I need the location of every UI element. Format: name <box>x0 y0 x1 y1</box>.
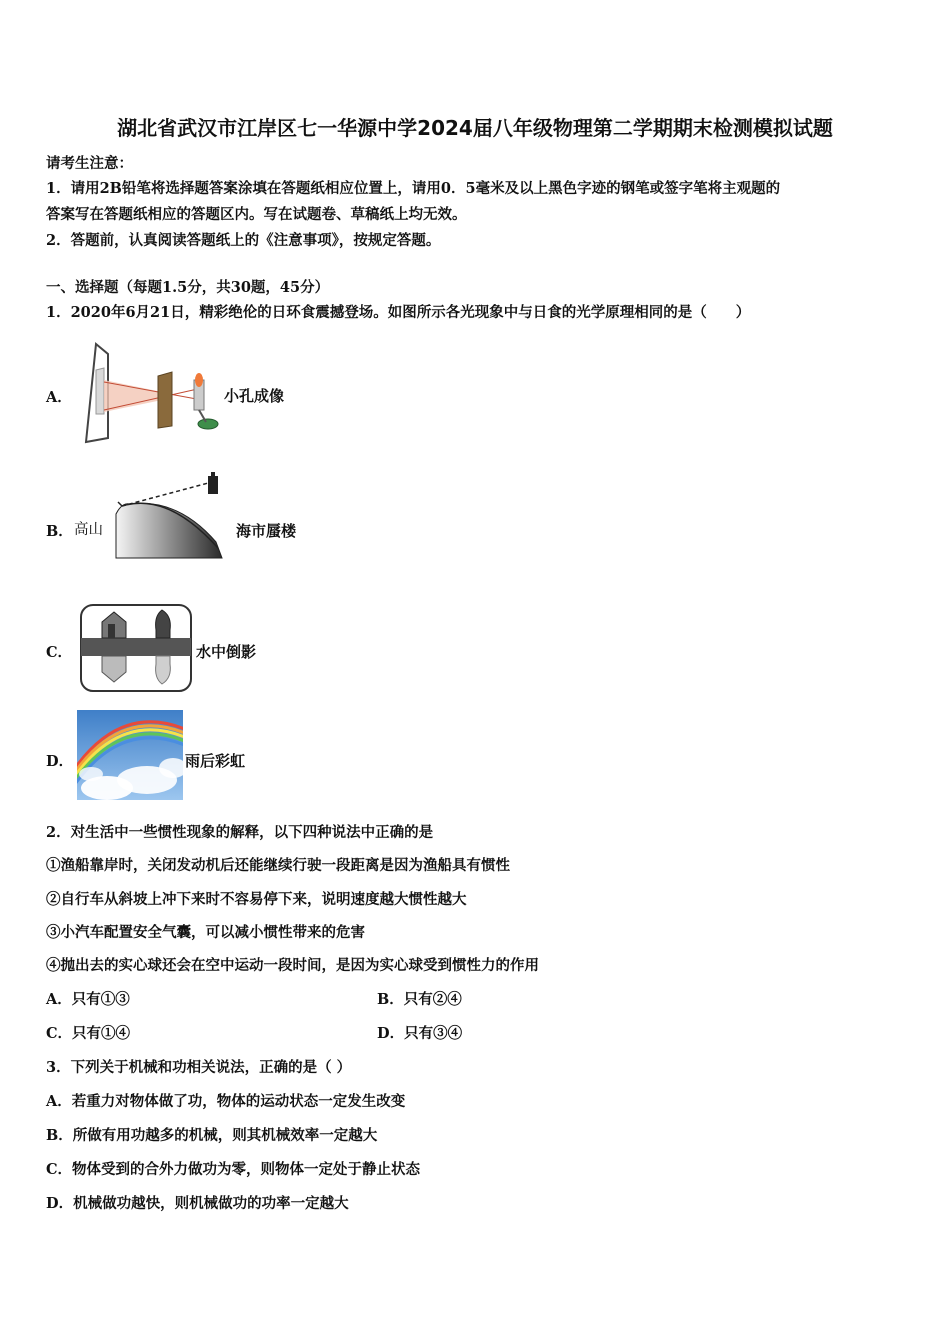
q1-option-d-letter[interactable]: D． <box>46 753 74 770</box>
q2-option-c[interactable]: C．只有①④ <box>46 1025 131 1042</box>
q1-stem: 1．2020年6月21日，精彩绝伦的日环食震撼登场。如图所示各光现象中与日食的光学原理相同的是（ ） <box>46 304 751 321</box>
notice-item-1: 1．请用2B铅笔将选择题答案涂填在答题纸相应位置上，请用0．5毫米及以上黑色字迹的钢笔或签字笔将主观题的 <box>46 180 781 197</box>
rainbow-figure <box>77 710 183 800</box>
q3-option-c[interactable]: C．物体受到的合外力做功为零，则物体一定处于静止状态 <box>46 1161 421 1178</box>
q2-statement-1: ①渔船靠岸时，关闭发动机后还能继续行驶一段距离是因为渔船具有惯性 <box>46 857 510 874</box>
q1-option-a-letter[interactable]: A． <box>46 389 72 406</box>
q2-option-d[interactable]: D．只有③④ <box>377 1025 463 1042</box>
notice-item-1-cont: 答案写在答题纸相应的答题区内。写在试题卷、草稿纸上均无效。 <box>46 206 467 223</box>
notice-item-2: 2．答题前，认真阅读答题纸上的《注意事项》，按规定答题。 <box>46 232 441 249</box>
q3-option-b[interactable]: B．所做有用功越多的机械，则其机械效率一定越大 <box>46 1127 378 1144</box>
q1-option-c-caption: 水中倒影 <box>196 643 257 661</box>
water-reflection-figure <box>80 604 192 692</box>
q1-option-d-caption: 雨后彩虹 <box>185 752 246 770</box>
q2-statement-2: ②自行车从斜坡上冲下来时不容易停下来，说明速度越大惯性越大 <box>46 891 467 908</box>
q2-option-b[interactable]: B．只有②④ <box>377 991 462 1008</box>
q1-option-a-caption: 小孔成像 <box>224 387 285 405</box>
pinhole-camera-figure <box>82 340 222 444</box>
q1-option-b-letter[interactable]: B． <box>46 523 73 540</box>
mirage-figure <box>108 470 232 562</box>
q3-stem: 3．下列关于机械和功相关说法，正确的是（ ） <box>46 1059 352 1076</box>
q2-statement-4: ④抛出去的实心球还会在空中运动一段时间，是因为实心球受到惯性力的作用 <box>46 957 539 974</box>
mountain-label: 高山 <box>74 522 103 538</box>
q1-option-b-caption: 海市蜃楼 <box>236 522 297 540</box>
q3-option-a[interactable]: A．若重力对物体做了功，物体的运动状态一定发生改变 <box>46 1093 406 1110</box>
section-heading: 一、选择题（每题1.5分，共30题，45分） <box>46 279 330 296</box>
page-title: 湖北省武汉市江岸区七一华源中学2024届八年级物理第二学期期末检测模拟试题 <box>117 116 833 140</box>
q2-option-a[interactable]: A．只有①③ <box>46 991 130 1008</box>
q2-stem: 2．对生活中一些惯性现象的解释，以下四种说法中正确的是 <box>46 824 434 841</box>
q3-option-d[interactable]: D．机械做功越快，则机械做功的功率一定越大 <box>46 1195 349 1212</box>
notice-heading: 请考生注意： <box>46 155 133 172</box>
q1-option-c-letter[interactable]: C． <box>46 644 73 661</box>
q2-statement-3: ③小汽车配置安全气囊，可以减小惯性带来的危害 <box>46 924 365 941</box>
